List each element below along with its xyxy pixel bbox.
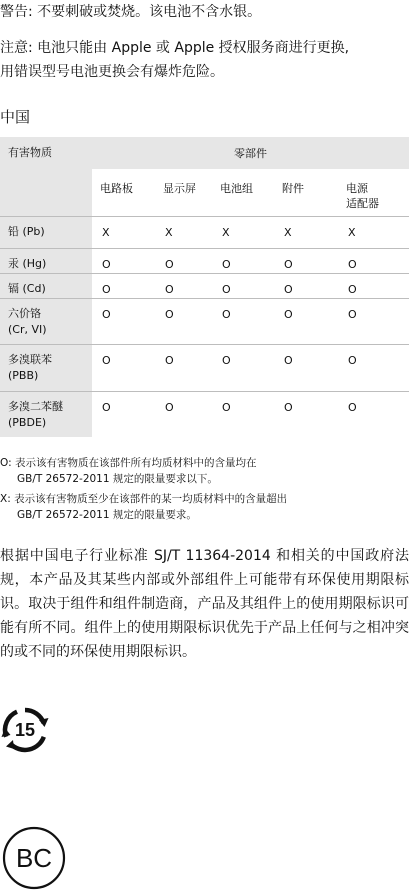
note-o-line-2: GB/T 26572-2011 规定的限量要求以下。 [17, 473, 218, 485]
substance-label: 多溴联苯 (PBB) [0, 344, 92, 391]
column-header: 附件 [274, 169, 338, 216]
caution-line-2: 用错误型号电池更换会有爆炸危险。 [0, 64, 224, 80]
table-cell: O [92, 298, 155, 344]
table-cell: O [274, 344, 338, 391]
table-cell: O [274, 298, 338, 344]
eco-use-period-logo [0, 705, 50, 755]
battery-warning: 警告: 不要刺破或焚烧。该电池不含水银。 [0, 4, 262, 20]
hazardous-substances-table [0, 137, 409, 437]
eco-period-paragraph: 根据中国电子行业标准 SJ/T 11364-2014 和相关的中国政府法规，本产品及其某些内部或外部组件上可能带有环保使用期限标识。取决于组件和组件制造商，产品及其组件上的使用期限标识可能有所不同。组件上的使用期限标识优先于产品上任何与之相冲突的或不同的环保使用期限标识。 [0, 548, 409, 660]
column-header: 电源 适配器 [338, 169, 409, 216]
table-cell: O [274, 273, 338, 298]
column-header: 显示屏 [155, 169, 212, 216]
corner-header: 有害物质 [0, 137, 92, 216]
table-cell: O [155, 344, 212, 391]
table-cell: O [92, 273, 155, 298]
table-cell: O [212, 273, 274, 298]
substance-label: 六价铬 (Cr, VI) [0, 298, 92, 344]
substance-label: 多溴二苯醚 (PBDE) [0, 391, 92, 437]
substance-label: 铅 (Pb) [0, 216, 92, 248]
substance-label: 汞 (Hg) [0, 248, 92, 273]
table-cell: O [155, 248, 212, 273]
note-x-line-2: GB/T 26572-2011 规定的限量要求。 [17, 509, 197, 521]
table-cell: X [338, 216, 409, 248]
note-x-line-1: X: 表示该有害物质至少在该部件的某一均质材料中的含量超出 [0, 493, 288, 505]
table-cell: O [338, 298, 409, 344]
table-cell: O [212, 298, 274, 344]
note-o-line-1: O: 表示该有害物质在该部件所有均质材料中的含量均在 [0, 457, 257, 469]
substance-label: 镉 (Cd) [0, 273, 92, 298]
table-cell: X [155, 216, 212, 248]
table-cell: O [338, 273, 409, 298]
table-cell: O [338, 391, 409, 437]
battery-caution [0, 36, 409, 84]
table-cell: O [92, 391, 155, 437]
caution-line-1: 注意: 电池只能由 Apple 或 Apple 授权服务商进行更换, [0, 40, 350, 56]
table-cell: O [338, 248, 409, 273]
note-o [0, 455, 409, 487]
china-heading: 中国 [0, 108, 31, 126]
table-cell: O [92, 248, 155, 273]
bc-logo-text: BC [15, 843, 53, 873]
table-cell: O [212, 248, 274, 273]
table-cell: X [212, 216, 274, 248]
table-cell: O [274, 248, 338, 273]
table-cell: O [338, 344, 409, 391]
table-cell: O [155, 391, 212, 437]
parts-header: 零部件 [92, 137, 409, 169]
note-x [0, 491, 409, 523]
table-cell: O [92, 344, 155, 391]
column-header: 电路板 [92, 169, 155, 216]
table-cell: O [212, 344, 274, 391]
table-cell: O [274, 391, 338, 437]
table-cell: X [92, 216, 155, 248]
table-cell: O [155, 273, 212, 298]
table-cell: X [274, 216, 338, 248]
table-cell: O [155, 298, 212, 344]
table-cell: O [212, 391, 274, 437]
column-header: 电池组 [212, 169, 274, 216]
eco-logo-number: 15 [14, 720, 36, 740]
bc-logo [0, 826, 68, 890]
